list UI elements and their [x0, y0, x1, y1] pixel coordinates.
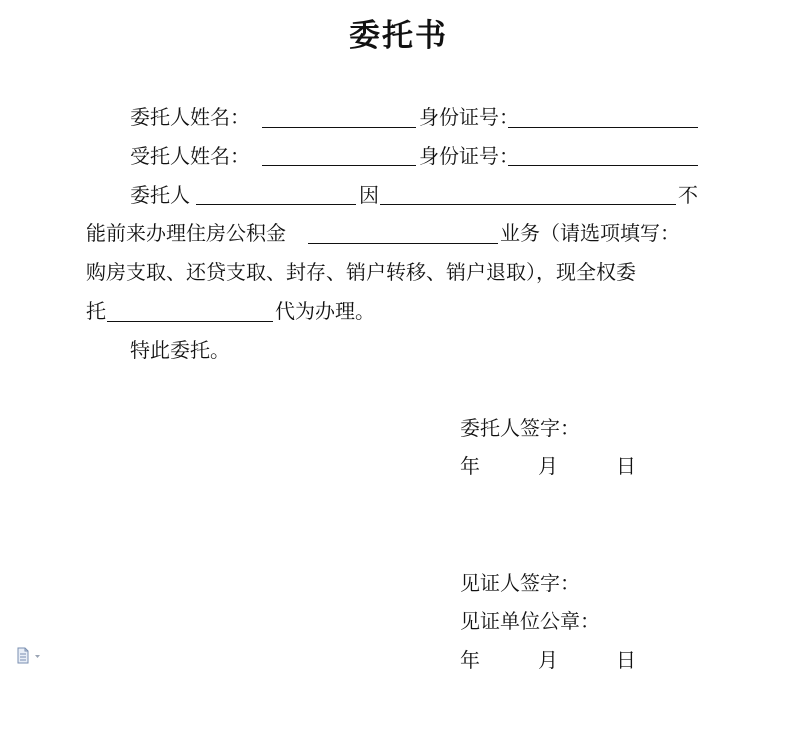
month-label: 月 [538, 454, 558, 478]
agent-id-label: 身份证号： [419, 144, 519, 168]
chevron-down-icon [35, 655, 40, 658]
principal-name-blank[interactable] [262, 127, 416, 128]
business-blank[interactable] [308, 243, 498, 244]
witness-month-label: 月 [538, 648, 558, 672]
line3-end-text: 不 [678, 183, 698, 207]
business-options-text: 购房支取、还贷支取、封存、销户转移、销户退取），现全权委 [86, 260, 636, 284]
principal-id-label: 身份证号： [419, 105, 519, 129]
reason-label: 因 [359, 183, 379, 207]
agent-blank[interactable] [107, 321, 273, 322]
witness-year-label: 年 [460, 648, 480, 672]
handle-text: 代为办理。 [275, 299, 375, 323]
witness-unit-seal-label: 见证单位公章： [460, 609, 600, 633]
principal-name-label: 委托人姓名： [130, 105, 250, 129]
agent-name-blank[interactable] [262, 165, 416, 166]
business-instruction-text: 业务（请选项填写： [500, 221, 680, 245]
page-title: 委托书 [349, 18, 448, 54]
principal-blank[interactable] [196, 204, 356, 205]
document-icon [18, 648, 28, 663]
principal-signature-label: 委托人签字： [460, 416, 580, 440]
principal-id-blank[interactable] [508, 127, 698, 128]
fund-business-text: 能前来办理住房公积金 [86, 221, 286, 245]
entrust-text: 托 [86, 299, 106, 323]
agent-name-label: 受托人姓名： [130, 144, 250, 168]
principal-label: 委托人 [130, 183, 190, 207]
day-label: 日 [616, 454, 636, 478]
reason-blank[interactable] [380, 204, 676, 205]
closing-text: 特此委托。 [130, 338, 230, 362]
paste-options-button[interactable] [16, 647, 44, 665]
agent-id-blank[interactable] [508, 165, 698, 166]
witness-day-label: 日 [616, 648, 636, 672]
witness-signature-label: 见证人签字： [460, 571, 580, 595]
year-label: 年 [460, 454, 480, 478]
